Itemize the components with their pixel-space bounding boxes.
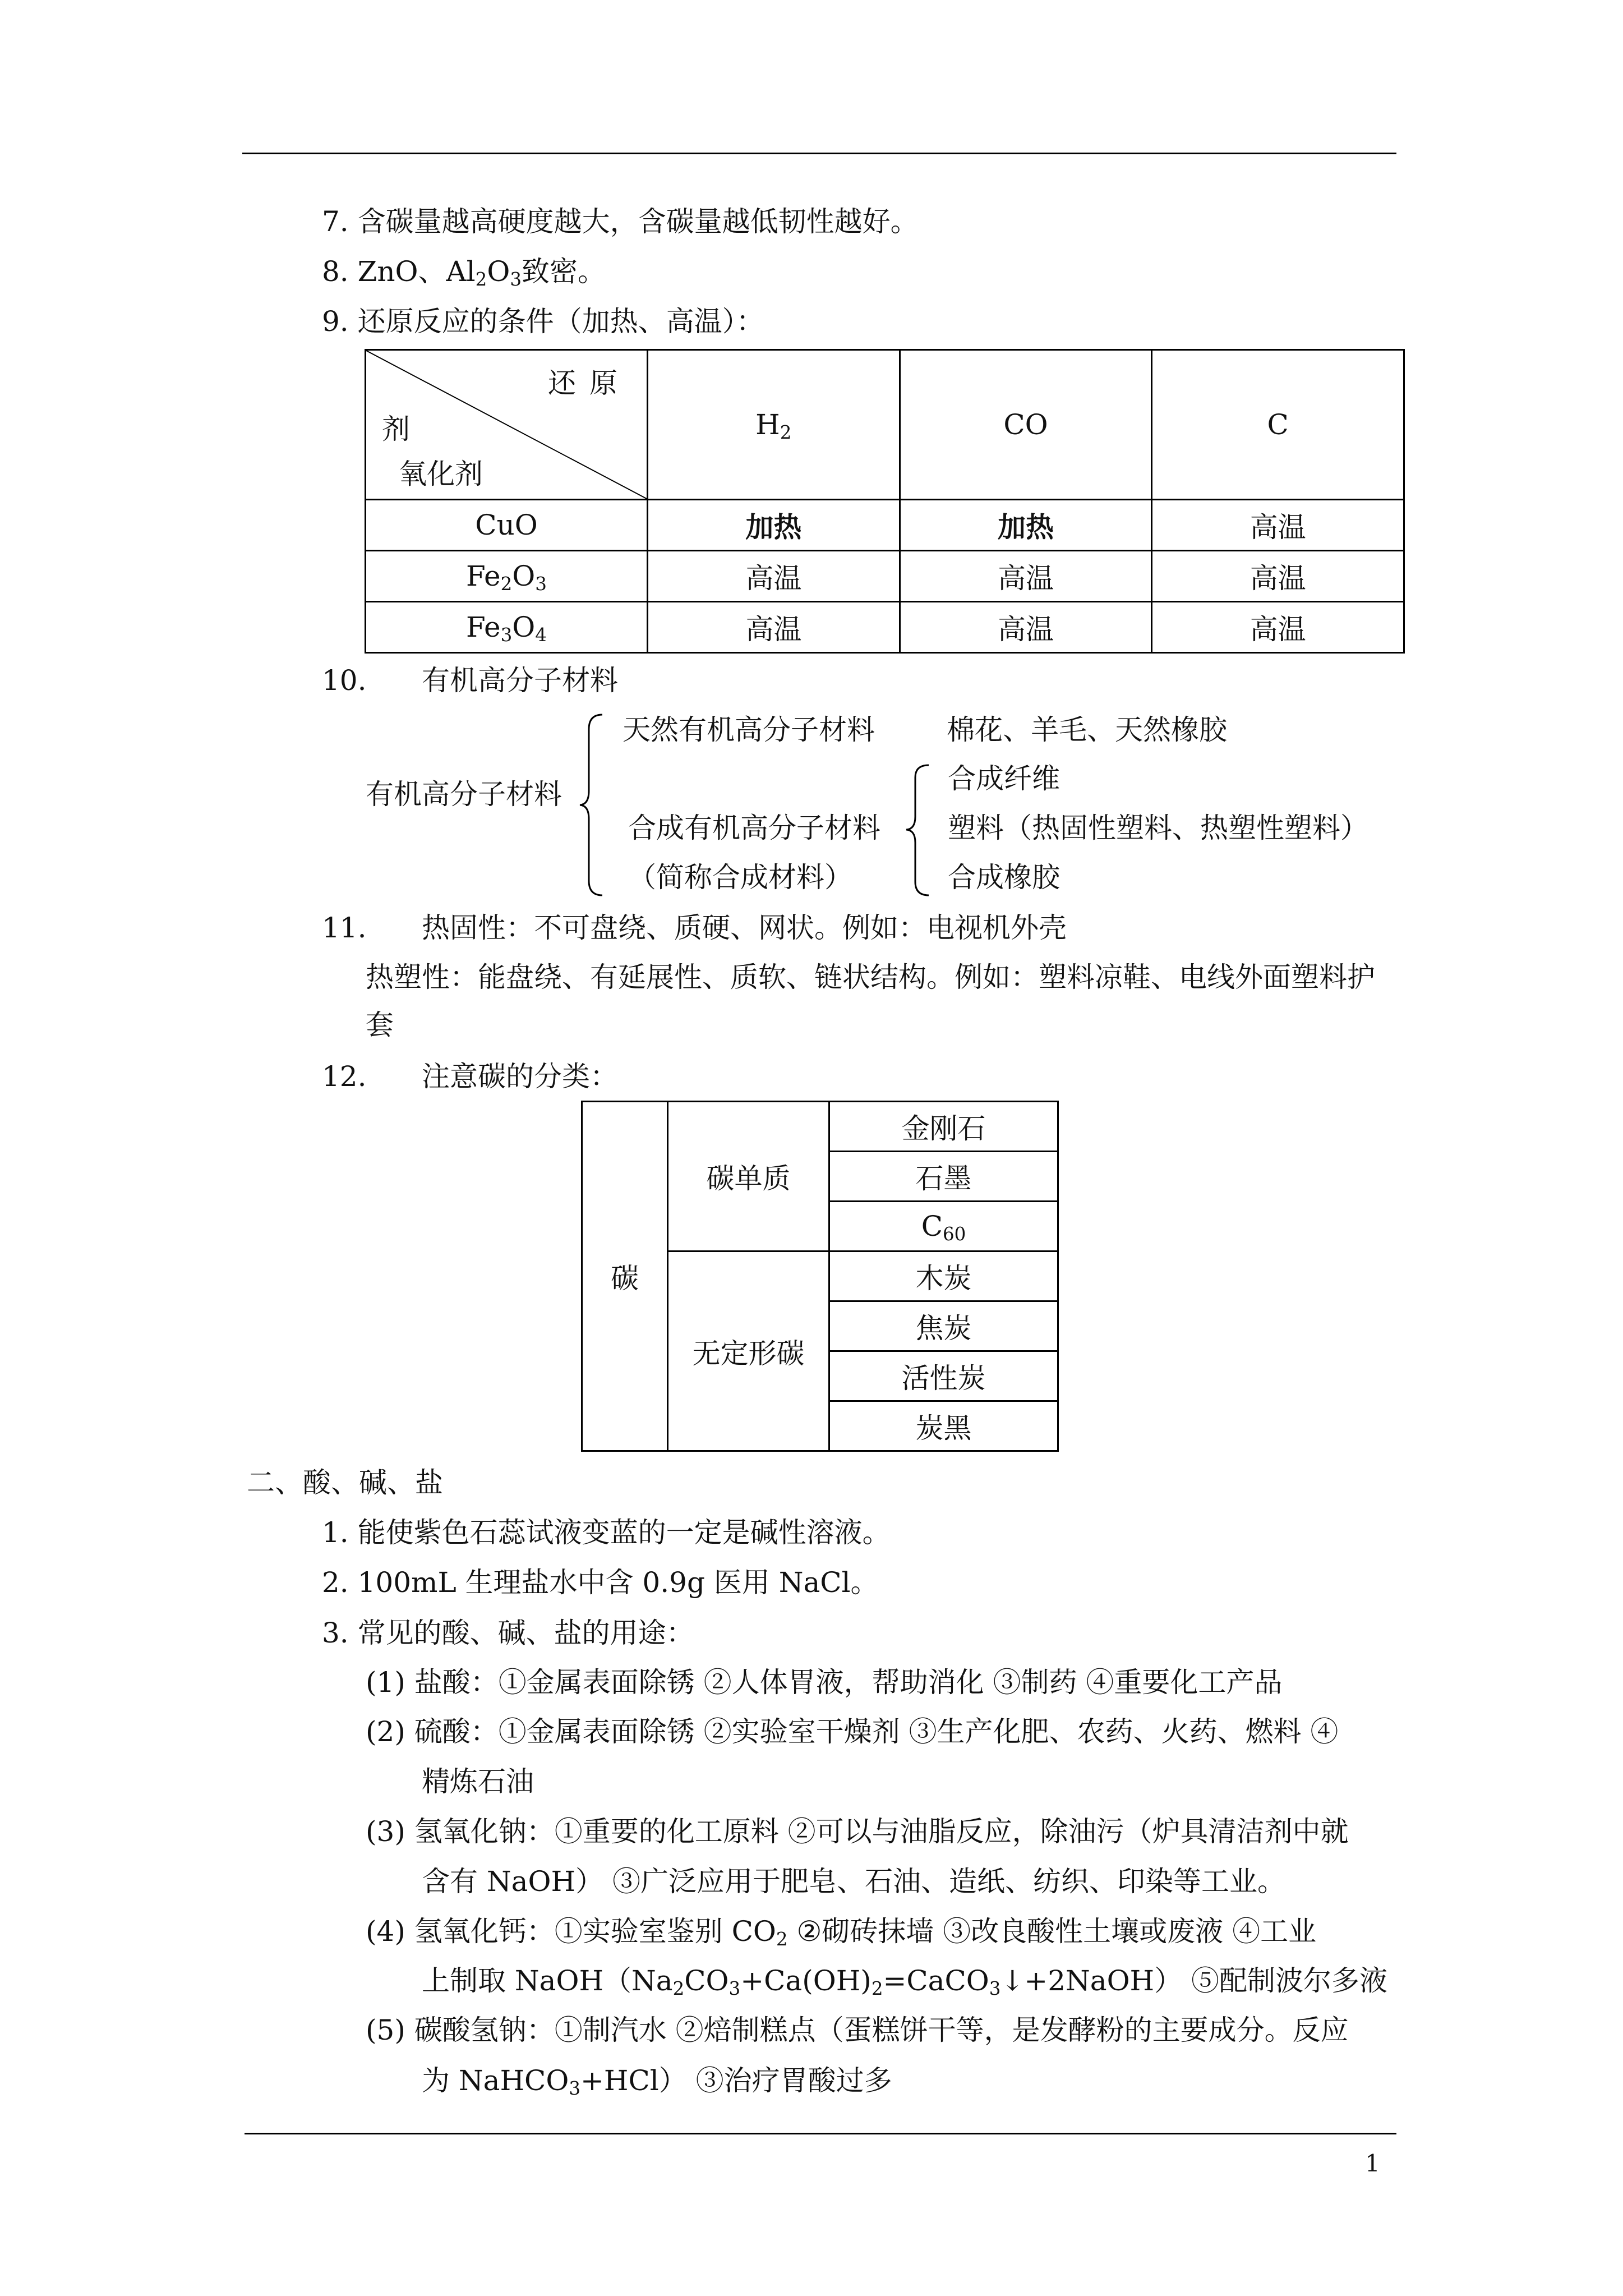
redox-conditions-table bbox=[365, 349, 1405, 654]
synthetic-rubber: 合成橡胶 bbox=[948, 861, 1060, 894]
item-12-number: 12. bbox=[322, 1060, 367, 1093]
carbon-element-group: 碳单质 bbox=[668, 1102, 829, 1251]
oxidizer-cell: $Fe_3O_4$ bbox=[366, 602, 648, 653]
use-hydrochloric-acid: (1) 盐酸：①金属表面除锈 ②人体胃液，帮助消化 ③制药 ④重要化工产品 bbox=[366, 1666, 1283, 1699]
condition-cell: 加热 bbox=[900, 500, 1152, 551]
item-9: 9. 还原反应的条件（加热、高温）： bbox=[322, 305, 764, 338]
right-brace-icon bbox=[904, 763, 932, 898]
natural-polymer-label: 天然有机高分子材料 bbox=[623, 714, 875, 746]
s2-item-2: 2. 100mL 生理盐水中含 0.9g 医用 NaCl。 bbox=[322, 1566, 879, 1599]
use-sodium-bicarbonate: (5) 碳酸氢钠：①制汽水 ②焙制糕点（蛋糕饼干等，是发酵粉的主要成分。反应 bbox=[366, 2014, 1349, 2046]
footer-rule bbox=[245, 2133, 1396, 2134]
carbon-type-cell: 金刚石 bbox=[829, 1102, 1058, 1152]
use-calcium-hydroxide: (4) 氢氧化钙：①实验室鉴别 $CO_2$ ②砌砖抹墙 ③改良酸性土壤或废液 ④工业 bbox=[366, 1915, 1317, 1950]
condition-cell: 高温 bbox=[900, 551, 1152, 602]
carbon-type-cell: 木炭 bbox=[829, 1251, 1058, 1301]
use-sulfuric-acid: (2) 硫酸：①金属表面除锈 ②实验室干燥剂 ③生产化肥、农药、火药、燃料 ④ bbox=[366, 1715, 1339, 1748]
carbon-type-cell: 活性炭 bbox=[829, 1351, 1058, 1401]
tree-root: 有机高分子材料 bbox=[366, 778, 562, 811]
header-oxidizer-label: 氧化剂 bbox=[399, 458, 483, 490]
diagonal-header-cell bbox=[366, 350, 648, 500]
condition-cell: 高温 bbox=[648, 551, 900, 602]
page-number: 1 bbox=[1365, 2150, 1380, 2177]
header-reducer-label: 还原 bbox=[548, 367, 631, 399]
use-sulfuric-acid-cont: 精炼石油 bbox=[422, 1765, 534, 1798]
use-sodium-hydroxide: (3) 氢氧化钠：①重要的化工原料 ②可以与油脂反应，除油污（炉具清洁剂中就 bbox=[366, 1815, 1349, 1848]
carbon-classification-table bbox=[581, 1101, 1059, 1452]
item-11-line1: 热固性：不可盘绕、质硬、网状。例如：电视机外壳 bbox=[422, 912, 1067, 944]
use-sodium-hydroxide-cont: 含有 NaOH） ③广泛应用于肥皂、石油、造纸、纺织、印染等工业。 bbox=[422, 1865, 1285, 1898]
header-reducer-label-cont: 剂 bbox=[382, 413, 410, 445]
carbon-type-cell: 石墨 bbox=[829, 1152, 1058, 1202]
col-co: CO bbox=[900, 350, 1152, 500]
oxidizer-cell: CuO bbox=[366, 500, 648, 551]
carbon-type-cell: 炭黑 bbox=[829, 1401, 1058, 1451]
amorphous-carbon-group: 无定形碳 bbox=[668, 1251, 829, 1451]
synthetic-fiber: 合成纤维 bbox=[948, 762, 1060, 795]
item-8: 8. ZnO、$Al_2O_3$致密。 bbox=[322, 255, 606, 291]
left-brace-icon bbox=[578, 712, 606, 898]
item-10-number: 10. bbox=[322, 664, 367, 697]
item-11-line2: 热塑性：能盘绕、有延展性、质软、链状结构。例如：塑料凉鞋、电线外面塑料护 bbox=[366, 961, 1375, 993]
condition-cell: 高温 bbox=[1152, 551, 1404, 602]
table-row bbox=[366, 500, 1404, 551]
item-7: 7. 含碳量越高硬度越大，含碳量越低韧性越好。 bbox=[322, 205, 919, 238]
use-sodium-bicarbonate-cont: 为 NaHCO$_3$+HCl） ③治疗胃酸过多 bbox=[422, 2064, 892, 2100]
item-10-title: 有机高分子材料 bbox=[422, 664, 618, 697]
oxidizer-cell: $Fe_2O_3$ bbox=[366, 551, 648, 602]
synthetic-polymer-label: 合成有机高分子材料 bbox=[628, 812, 880, 844]
table-row bbox=[366, 551, 1404, 602]
section-2-heading: 二、酸、碱、盐 bbox=[247, 1466, 443, 1499]
s2-item-3: 3. 常见的酸、碱、盐的用途： bbox=[322, 1617, 694, 1649]
carbon-type-cell: 焦炭 bbox=[829, 1301, 1058, 1351]
col-c: C bbox=[1152, 350, 1404, 500]
item-11-number: 11. bbox=[322, 912, 367, 944]
s2-item-1: 1. 能使紫色石蕊试液变蓝的一定是碱性溶液。 bbox=[322, 1516, 891, 1549]
item-12-title: 注意碳的分类： bbox=[422, 1060, 618, 1093]
condition-cell: 高温 bbox=[1152, 602, 1404, 653]
condition-cell: 高温 bbox=[1152, 500, 1404, 551]
carbon-root-cell: 碳 bbox=[582, 1102, 668, 1451]
header-rule bbox=[242, 153, 1396, 154]
condition-cell: 高温 bbox=[900, 602, 1152, 653]
carbon-type-cell: $C_{60}$ bbox=[829, 1202, 1058, 1251]
col-h2: $H_2$ bbox=[648, 350, 900, 500]
natural-polymer-examples: 棉花、羊毛、天然橡胶 bbox=[947, 714, 1227, 746]
plastic: 塑料（热固性塑料、热塑性塑料） bbox=[948, 812, 1368, 844]
table-row bbox=[366, 602, 1404, 653]
use-calcium-hydroxide-cont: 上制取 $NaOH(Na_2CO_3+Ca(OH)_2=CaCO_3↓+2NaOH)$ ⑤配制波尔多液 bbox=[422, 1964, 1388, 2000]
item-11-line3: 套 bbox=[366, 1009, 394, 1041]
synthetic-polymer-alias: （简称合成材料） bbox=[628, 861, 852, 894]
condition-cell: 高温 bbox=[648, 602, 900, 653]
condition-cell: 加热 bbox=[648, 500, 900, 551]
